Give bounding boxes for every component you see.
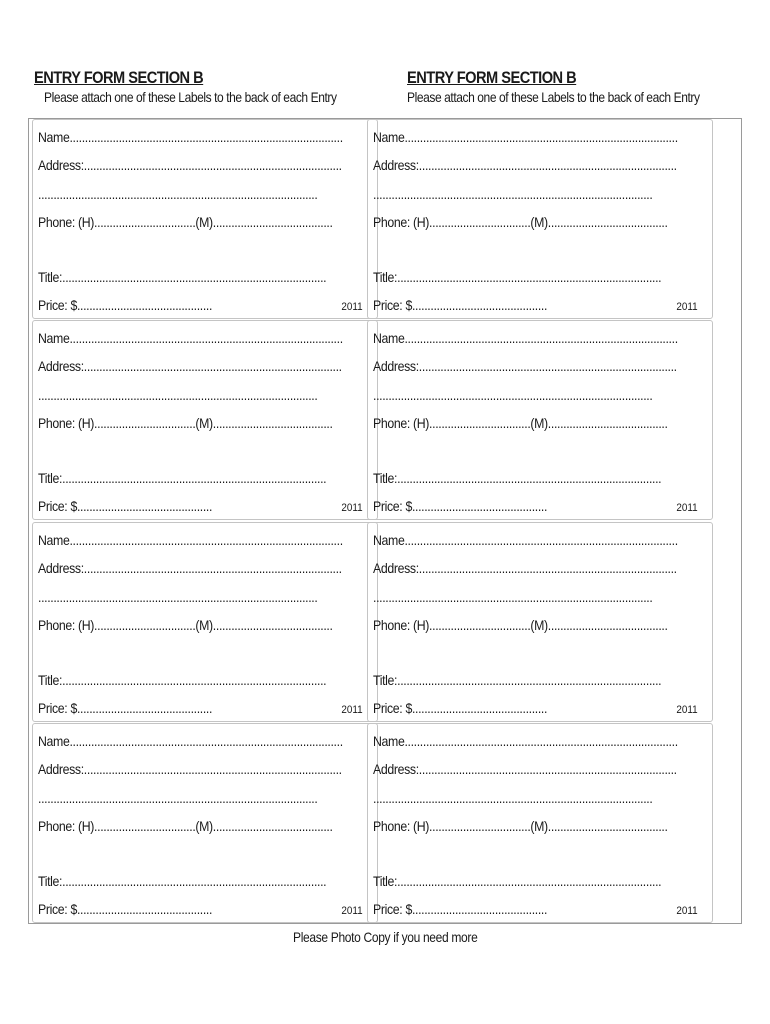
address-continuation-line[interactable]: ........................................................................................... bbox=[38, 186, 318, 202]
name-line[interactable]: Name......................................................................................... bbox=[373, 129, 678, 145]
year-label: 2011 bbox=[341, 704, 363, 716]
address-line[interactable]: Address:.................................................................................... bbox=[38, 761, 342, 777]
year-label: 2011 bbox=[676, 704, 698, 716]
address-line[interactable]: Address:.................................................................................... bbox=[373, 761, 677, 777]
price-line[interactable]: Price: $............................................ bbox=[38, 297, 213, 313]
address-line[interactable]: Address:.................................................................................... bbox=[38, 358, 342, 374]
address-line[interactable]: Address:.................................................................................... bbox=[38, 560, 342, 576]
address-continuation-line[interactable]: ........................................................................................... bbox=[373, 387, 653, 403]
form-title: ENTRY FORM SECTION B bbox=[34, 68, 204, 87]
year-label: 2011 bbox=[341, 301, 363, 313]
name-line[interactable]: Name......................................................................................... bbox=[373, 532, 678, 548]
name-line[interactable]: Name......................................................................................... bbox=[38, 129, 343, 145]
name-line[interactable]: Name......................................................................................... bbox=[38, 330, 343, 346]
address-continuation-line[interactable]: ........................................................................................... bbox=[373, 186, 653, 202]
entry-label bbox=[32, 723, 378, 923]
address-line[interactable]: Address:.................................................................................... bbox=[38, 157, 342, 173]
address-continuation-line[interactable]: ........................................................................................... bbox=[373, 589, 653, 605]
price-line[interactable]: Price: $............................................ bbox=[373, 700, 548, 716]
price-line[interactable]: Price: $............................................ bbox=[38, 498, 213, 514]
title-line[interactable]: Title:...................................................................................... bbox=[38, 470, 327, 486]
phone-line[interactable]: Phone: (H).................................(M)....................................... bbox=[38, 818, 333, 834]
entry-label bbox=[367, 119, 713, 319]
address-line[interactable]: Address:.................................................................................... bbox=[373, 157, 677, 173]
price-line[interactable]: Price: $............................................ bbox=[373, 297, 548, 313]
year-label: 2011 bbox=[341, 502, 363, 514]
entry-label bbox=[32, 119, 378, 319]
phone-line[interactable]: Phone: (H).................................(M)....................................... bbox=[373, 214, 668, 230]
year-label: 2011 bbox=[676, 905, 698, 917]
price-line[interactable]: Price: $............................................ bbox=[38, 700, 213, 716]
year-label: 2011 bbox=[676, 502, 698, 514]
name-line[interactable]: Name......................................................................................... bbox=[373, 330, 678, 346]
title-line[interactable]: Title:...................................................................................... bbox=[373, 672, 662, 688]
name-line[interactable]: Name......................................................................................... bbox=[38, 733, 343, 749]
form-title: ENTRY FORM SECTION B bbox=[407, 68, 577, 87]
entry-label bbox=[367, 522, 713, 722]
address-continuation-line[interactable]: ........................................................................................... bbox=[38, 790, 318, 806]
header-left bbox=[34, 68, 374, 106]
year-label: 2011 bbox=[676, 301, 698, 313]
entry-label bbox=[32, 522, 378, 722]
phone-line[interactable]: Phone: (H).................................(M)....................................... bbox=[38, 415, 333, 431]
price-line[interactable]: Price: $............................................ bbox=[38, 901, 213, 917]
form-subtitle: Please attach one of these Labels to the back of each Entry bbox=[407, 89, 700, 105]
title-line[interactable]: Title:...................................................................................... bbox=[38, 269, 327, 285]
title-line[interactable]: Title:...................................................................................... bbox=[38, 672, 327, 688]
price-line[interactable]: Price: $............................................ bbox=[373, 901, 548, 917]
title-line[interactable]: Title:...................................................................................... bbox=[38, 873, 327, 889]
phone-line[interactable]: Phone: (H).................................(M)....................................... bbox=[373, 415, 668, 431]
phone-line[interactable]: Phone: (H).................................(M)....................................... bbox=[373, 818, 668, 834]
entry-label bbox=[367, 723, 713, 923]
name-line[interactable]: Name......................................................................................... bbox=[373, 733, 678, 749]
year-label: 2011 bbox=[341, 905, 363, 917]
address-continuation-line[interactable]: ........................................................................................... bbox=[38, 387, 318, 403]
phone-line[interactable]: Phone: (H).................................(M)....................................... bbox=[38, 617, 333, 633]
address-line[interactable]: Address:.................................................................................... bbox=[373, 560, 677, 576]
name-line[interactable]: Name......................................................................................... bbox=[38, 532, 343, 548]
address-continuation-line[interactable]: ........................................................................................... bbox=[373, 790, 653, 806]
address-line[interactable]: Address:.................................................................................... bbox=[373, 358, 677, 374]
entry-label bbox=[32, 320, 378, 520]
phone-line[interactable]: Phone: (H).................................(M)....................................... bbox=[38, 214, 333, 230]
title-line[interactable]: Title:...................................................................................... bbox=[373, 470, 662, 486]
title-line[interactable]: Title:...................................................................................... bbox=[373, 873, 662, 889]
header-right bbox=[407, 68, 747, 106]
phone-line[interactable]: Phone: (H).................................(M)....................................... bbox=[373, 617, 668, 633]
price-line[interactable]: Price: $............................................ bbox=[373, 498, 548, 514]
address-continuation-line[interactable]: ........................................................................................... bbox=[38, 589, 318, 605]
form-subtitle: Please attach one of these Labels to the back of each Entry bbox=[44, 89, 337, 105]
title-line[interactable]: Title:...................................................................................... bbox=[373, 269, 662, 285]
photocopy-note: Please Photo Copy if you need more bbox=[292, 929, 478, 945]
entry-label bbox=[367, 320, 713, 520]
labels-grid bbox=[28, 118, 742, 924]
